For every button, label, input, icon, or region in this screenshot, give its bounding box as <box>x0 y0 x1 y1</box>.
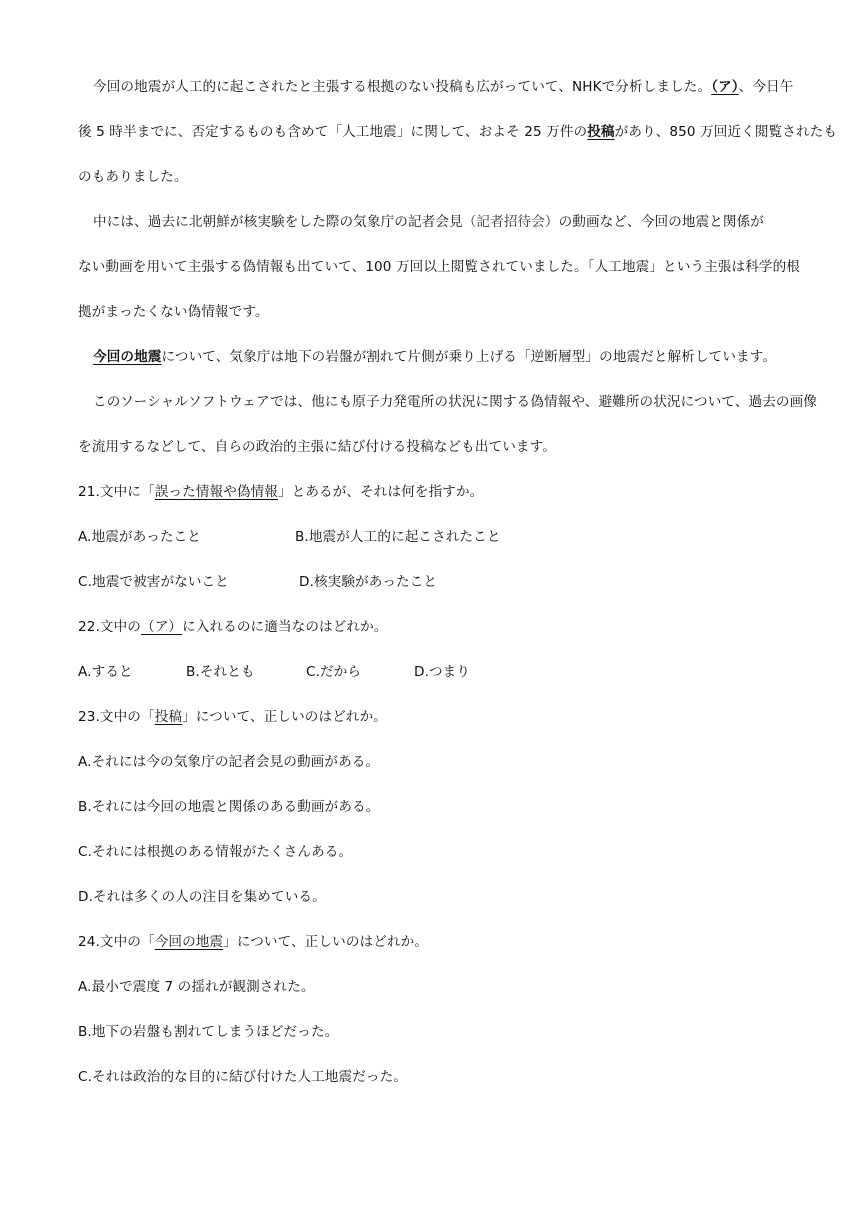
question-prefix: 23.文中の「 <box>78 709 155 725</box>
passage-p1-line2 <box>78 119 838 164</box>
question-suffix: 」とあるが、それは何を指すか。 <box>277 484 484 500</box>
passage-p1-line1 <box>78 74 794 119</box>
passage-p4-line1 <box>78 389 817 434</box>
question-underlined: 誤った情報や偽情報 <box>154 484 278 500</box>
passage-p3-line1 <box>78 344 790 389</box>
passage-text: 後 5 時半までに、否定するものも含めて「人工地震」に関して、およそ 25 万件の <box>78 124 588 140</box>
option-d[interactable]: D.つまり <box>414 664 471 680</box>
passage-text: があり、850 万回近く閲覧されたも <box>614 124 838 140</box>
passage-text: このソーシャルソフトウェアでは、他にも原子力発電所の状況に関する偽情報や、避難所の状況について、過去の画像 <box>93 394 817 410</box>
question-prefix: 24.文中の「 <box>78 934 155 950</box>
question-prefix: 22.文中の <box>78 619 141 635</box>
question-23 <box>78 704 790 749</box>
question-24 <box>78 929 790 974</box>
option-c[interactable]: C.地震で被害がないこと <box>78 574 229 590</box>
passage-text: を流用するなどして、自らの政治的主張に結び付ける投稿なども出ています。 <box>78 439 556 455</box>
passage-text: 拠がまったくない偽情報です。 <box>78 304 269 320</box>
option-d[interactable]: D.それは多くの人の注目を集めている。 <box>78 889 326 905</box>
question-22 <box>78 614 790 659</box>
question-21-options-row2 <box>78 569 790 614</box>
option-b[interactable]: B.地下の岩盤も割れてしまうほどだった。 <box>78 1024 339 1040</box>
question-22-options <box>78 659 790 704</box>
option-b[interactable]: B.それとも <box>186 664 255 680</box>
option-a[interactable]: A.それには今の気象庁の記者会見の動画がある。 <box>78 754 380 770</box>
passage-p2-line3 <box>78 299 790 344</box>
passage-text: 今回の地震が人工的に起こされたと主張する根拠のない投稿も広がっていて、NHKで分析しました。 <box>93 79 712 95</box>
question-underlined: 投稿 <box>154 709 183 725</box>
question-suffix: 」について、正しいのはどれか。 <box>182 709 387 725</box>
option-c[interactable]: C.それは政治的な目的に結び付けた人工地震だった。 <box>78 1069 407 1085</box>
question-21 <box>78 479 790 524</box>
passage-text: の動画など、今回の地震と関係が <box>558 214 764 230</box>
passage-text: 、今日午 <box>738 79 794 95</box>
question-underlined: （ア） <box>141 619 183 635</box>
passage-text: 中には、過去に北朝鮮が核実験をした際の気象庁の記者会見 <box>93 214 463 230</box>
question-suffix: 」について、正しいのはどれか。 <box>223 934 429 950</box>
keyword-post: 投稿 <box>587 124 615 140</box>
option-a[interactable]: A.最小で震度 7 の揺れが観測された。 <box>78 979 315 995</box>
option-b[interactable]: B.それには今回の地震と関係のある動画がある。 <box>78 799 380 815</box>
question-21-options-row1 <box>78 524 790 569</box>
passage-p1-line3 <box>78 164 790 209</box>
blank-a-marker: （ア） <box>711 79 739 95</box>
question-prefix: 21.文中に「 <box>78 484 155 500</box>
option-c[interactable]: C.だから <box>306 664 362 680</box>
passage-p4-line2 <box>78 434 790 479</box>
option-a[interactable]: A.すると <box>78 664 133 680</box>
question-suffix: に入れるのに適当なのはどれか。 <box>182 619 388 635</box>
passage-p2-line1 <box>78 209 790 254</box>
passage-text: ない動画を用いて主張する偽情報も出ていて、100 万回以上閲覧されていました。「人工地震」という主張は科学的根 <box>78 259 800 275</box>
passage-paren-note: （記者招待会） <box>462 214 559 230</box>
question-underlined: 今回の地震 <box>154 934 224 950</box>
option-d[interactable]: D.核実験があったこと <box>299 574 438 590</box>
document-page <box>78 74 838 1109</box>
passage-p2-line2 <box>78 254 800 299</box>
option-c[interactable]: C.それには根拠のある情報がたくさんある。 <box>78 844 353 860</box>
option-b[interactable]: B.地震が人工的に起こされたこと <box>295 529 501 545</box>
option-a[interactable]: A.地震があったこと <box>78 529 201 545</box>
passage-text: のもありました。 <box>78 169 188 185</box>
passage-text: について、気象庁は地下の岩盤が割れて片側が乗り上げる「逆断層型」の地震だと解析しています。 <box>161 349 777 365</box>
keyword-this-earthquake: 今回の地震 <box>93 349 162 365</box>
